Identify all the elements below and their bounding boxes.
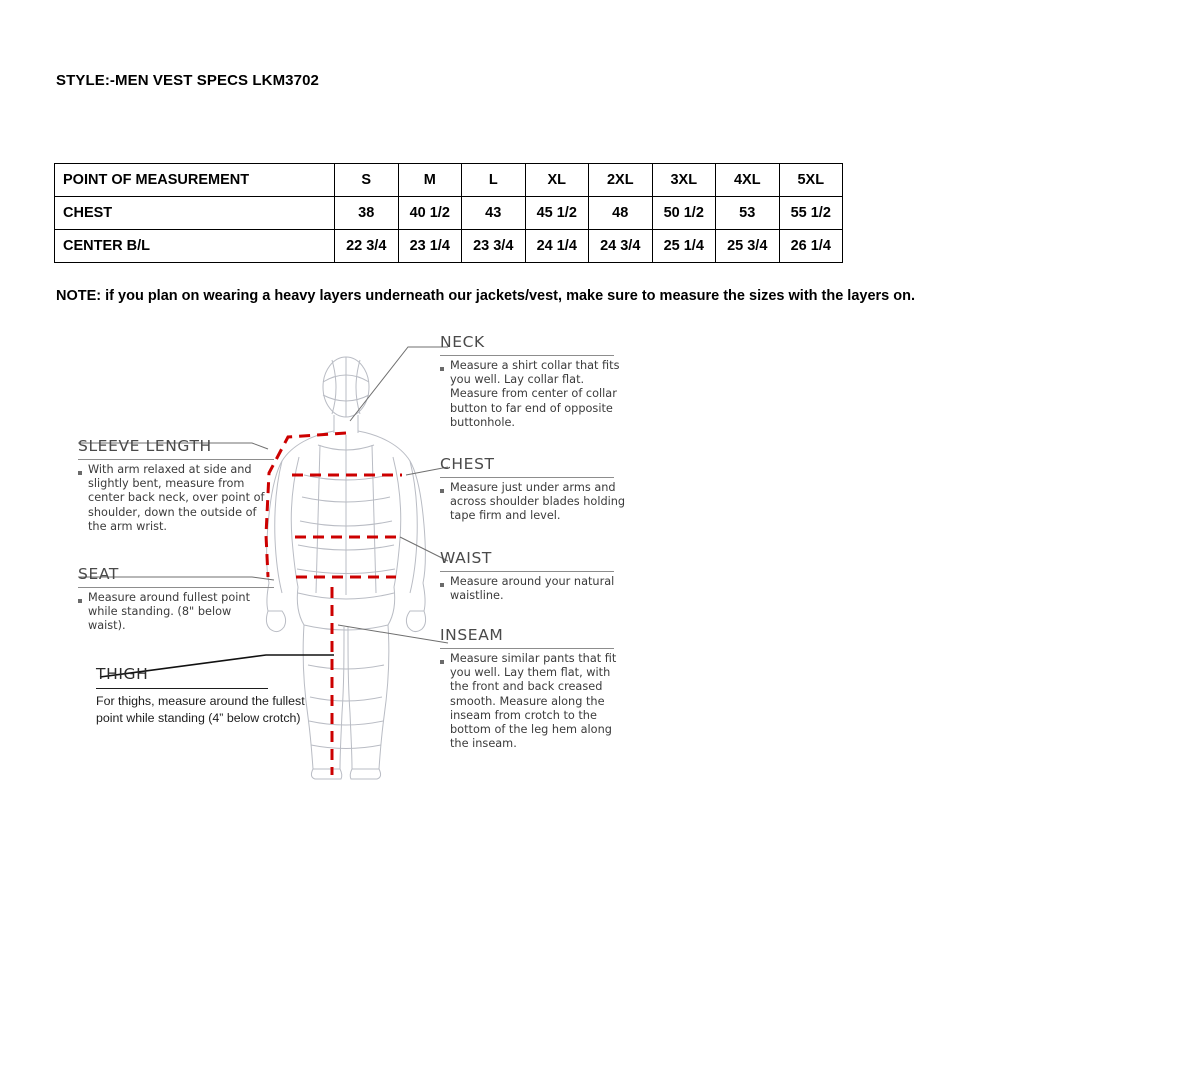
table-header-m: M <box>398 164 462 197</box>
bullet-icon <box>78 471 82 475</box>
cell-centerbl-xl: 24 1/4 <box>525 230 589 263</box>
callout-neck-text: Measure a shirt collar that fits you well. Lay collar flat. Measure from center of collar button to far end of opposite buttonhole. <box>450 359 620 429</box>
cell-chest-m: 40 1/2 <box>398 197 462 230</box>
cell-centerbl-4xl: 25 3/4 <box>716 230 780 263</box>
table-header-3xl: 3XL <box>652 164 716 197</box>
callout-neck-rule <box>440 355 614 356</box>
cell-chest-5xl: 55 1/2 <box>779 197 843 230</box>
callout-inseam-rule <box>440 648 614 649</box>
table-header-xl: XL <box>525 164 589 197</box>
table-row <box>55 230 843 263</box>
table-row <box>55 197 843 230</box>
callout-seat-title: SEAT <box>78 565 119 583</box>
callout-chest-text: Measure just under arms and across shoulder blades holding tape firm and level. <box>450 481 626 523</box>
bullet-icon <box>440 367 444 371</box>
callout-seat-text: Measure around fullest point while standing. (8" below waist). <box>88 591 250 633</box>
table-header-2xl: 2XL <box>589 164 653 197</box>
cell-chest-s: 38 <box>335 197 399 230</box>
cell-chest-4xl: 53 <box>716 197 780 230</box>
cell-centerbl-5xl: 26 1/4 <box>779 230 843 263</box>
callout-neck-title: NECK <box>440 333 485 351</box>
cell-chest-l: 43 <box>462 197 526 230</box>
callout-inseam-title: INSEAM <box>440 626 504 644</box>
callout-waist-title: WAIST <box>440 549 492 567</box>
cell-centerbl-m: 23 1/4 <box>398 230 462 263</box>
table-header-row <box>55 164 843 197</box>
bullet-icon <box>78 599 82 603</box>
callout-thigh-text: For thighs, measure around the fullest point while standing (4” below crotch) <box>96 694 305 725</box>
callout-waist-rule <box>440 571 614 572</box>
callout-thigh-title: THIGH <box>96 665 149 683</box>
callout-inseam-text: Measure similar pants that fit you well. Lay them flat, with the front and back creased smooth. Measure along the inseam from crotch to the bottom of the leg hem along the inseam. <box>450 652 617 751</box>
callout-chest-rule <box>440 477 614 478</box>
cell-centerbl-3xl: 25 1/4 <box>652 230 716 263</box>
measurement-note: NOTE: if you plan on wearing a heavy layers underneath our jackets/vest, make sure to measure the sizes with the layers on. <box>56 288 916 304</box>
table-header-point-of-measurement: POINT OF MEASUREMENT <box>55 164 335 197</box>
cell-centerbl-s: 22 3/4 <box>335 230 399 263</box>
table-header-l: L <box>462 164 526 197</box>
row-label-chest: CHEST <box>55 197 335 230</box>
callout-seat-rule <box>78 587 274 588</box>
table-header-s: S <box>335 164 399 197</box>
bullet-icon <box>440 489 444 493</box>
cell-centerbl-l: 23 3/4 <box>462 230 526 263</box>
cell-chest-xl: 45 1/2 <box>525 197 589 230</box>
callout-chest-title: CHEST <box>440 455 495 473</box>
cell-chest-3xl: 50 1/2 <box>652 197 716 230</box>
size-spec-table <box>54 163 842 263</box>
callout-sleeve-length-title: SLEEVE LENGTH <box>78 437 212 455</box>
row-label-center-bl: CENTER B/L <box>55 230 335 263</box>
callout-thigh-rule <box>96 688 268 689</box>
measurement-diagram <box>56 325 656 795</box>
table-header-5xl: 5XL <box>779 164 843 197</box>
callout-sleeve-length-text: With arm relaxed at side and slightly bent, measure from center back neck, over point of shoulder, down the outside of the arm wrist. <box>88 463 265 533</box>
cell-centerbl-2xl: 24 3/4 <box>589 230 653 263</box>
bullet-icon <box>440 583 444 587</box>
callout-waist-text: Measure around your natural waistline. <box>450 575 615 603</box>
page-title: STYLE:-MEN VEST SPECS LKM3702 <box>56 72 319 89</box>
cell-chest-2xl: 48 <box>589 197 653 230</box>
bullet-icon <box>440 660 444 664</box>
callout-sleeve-length-rule <box>78 459 274 460</box>
table-header-4xl: 4XL <box>716 164 780 197</box>
